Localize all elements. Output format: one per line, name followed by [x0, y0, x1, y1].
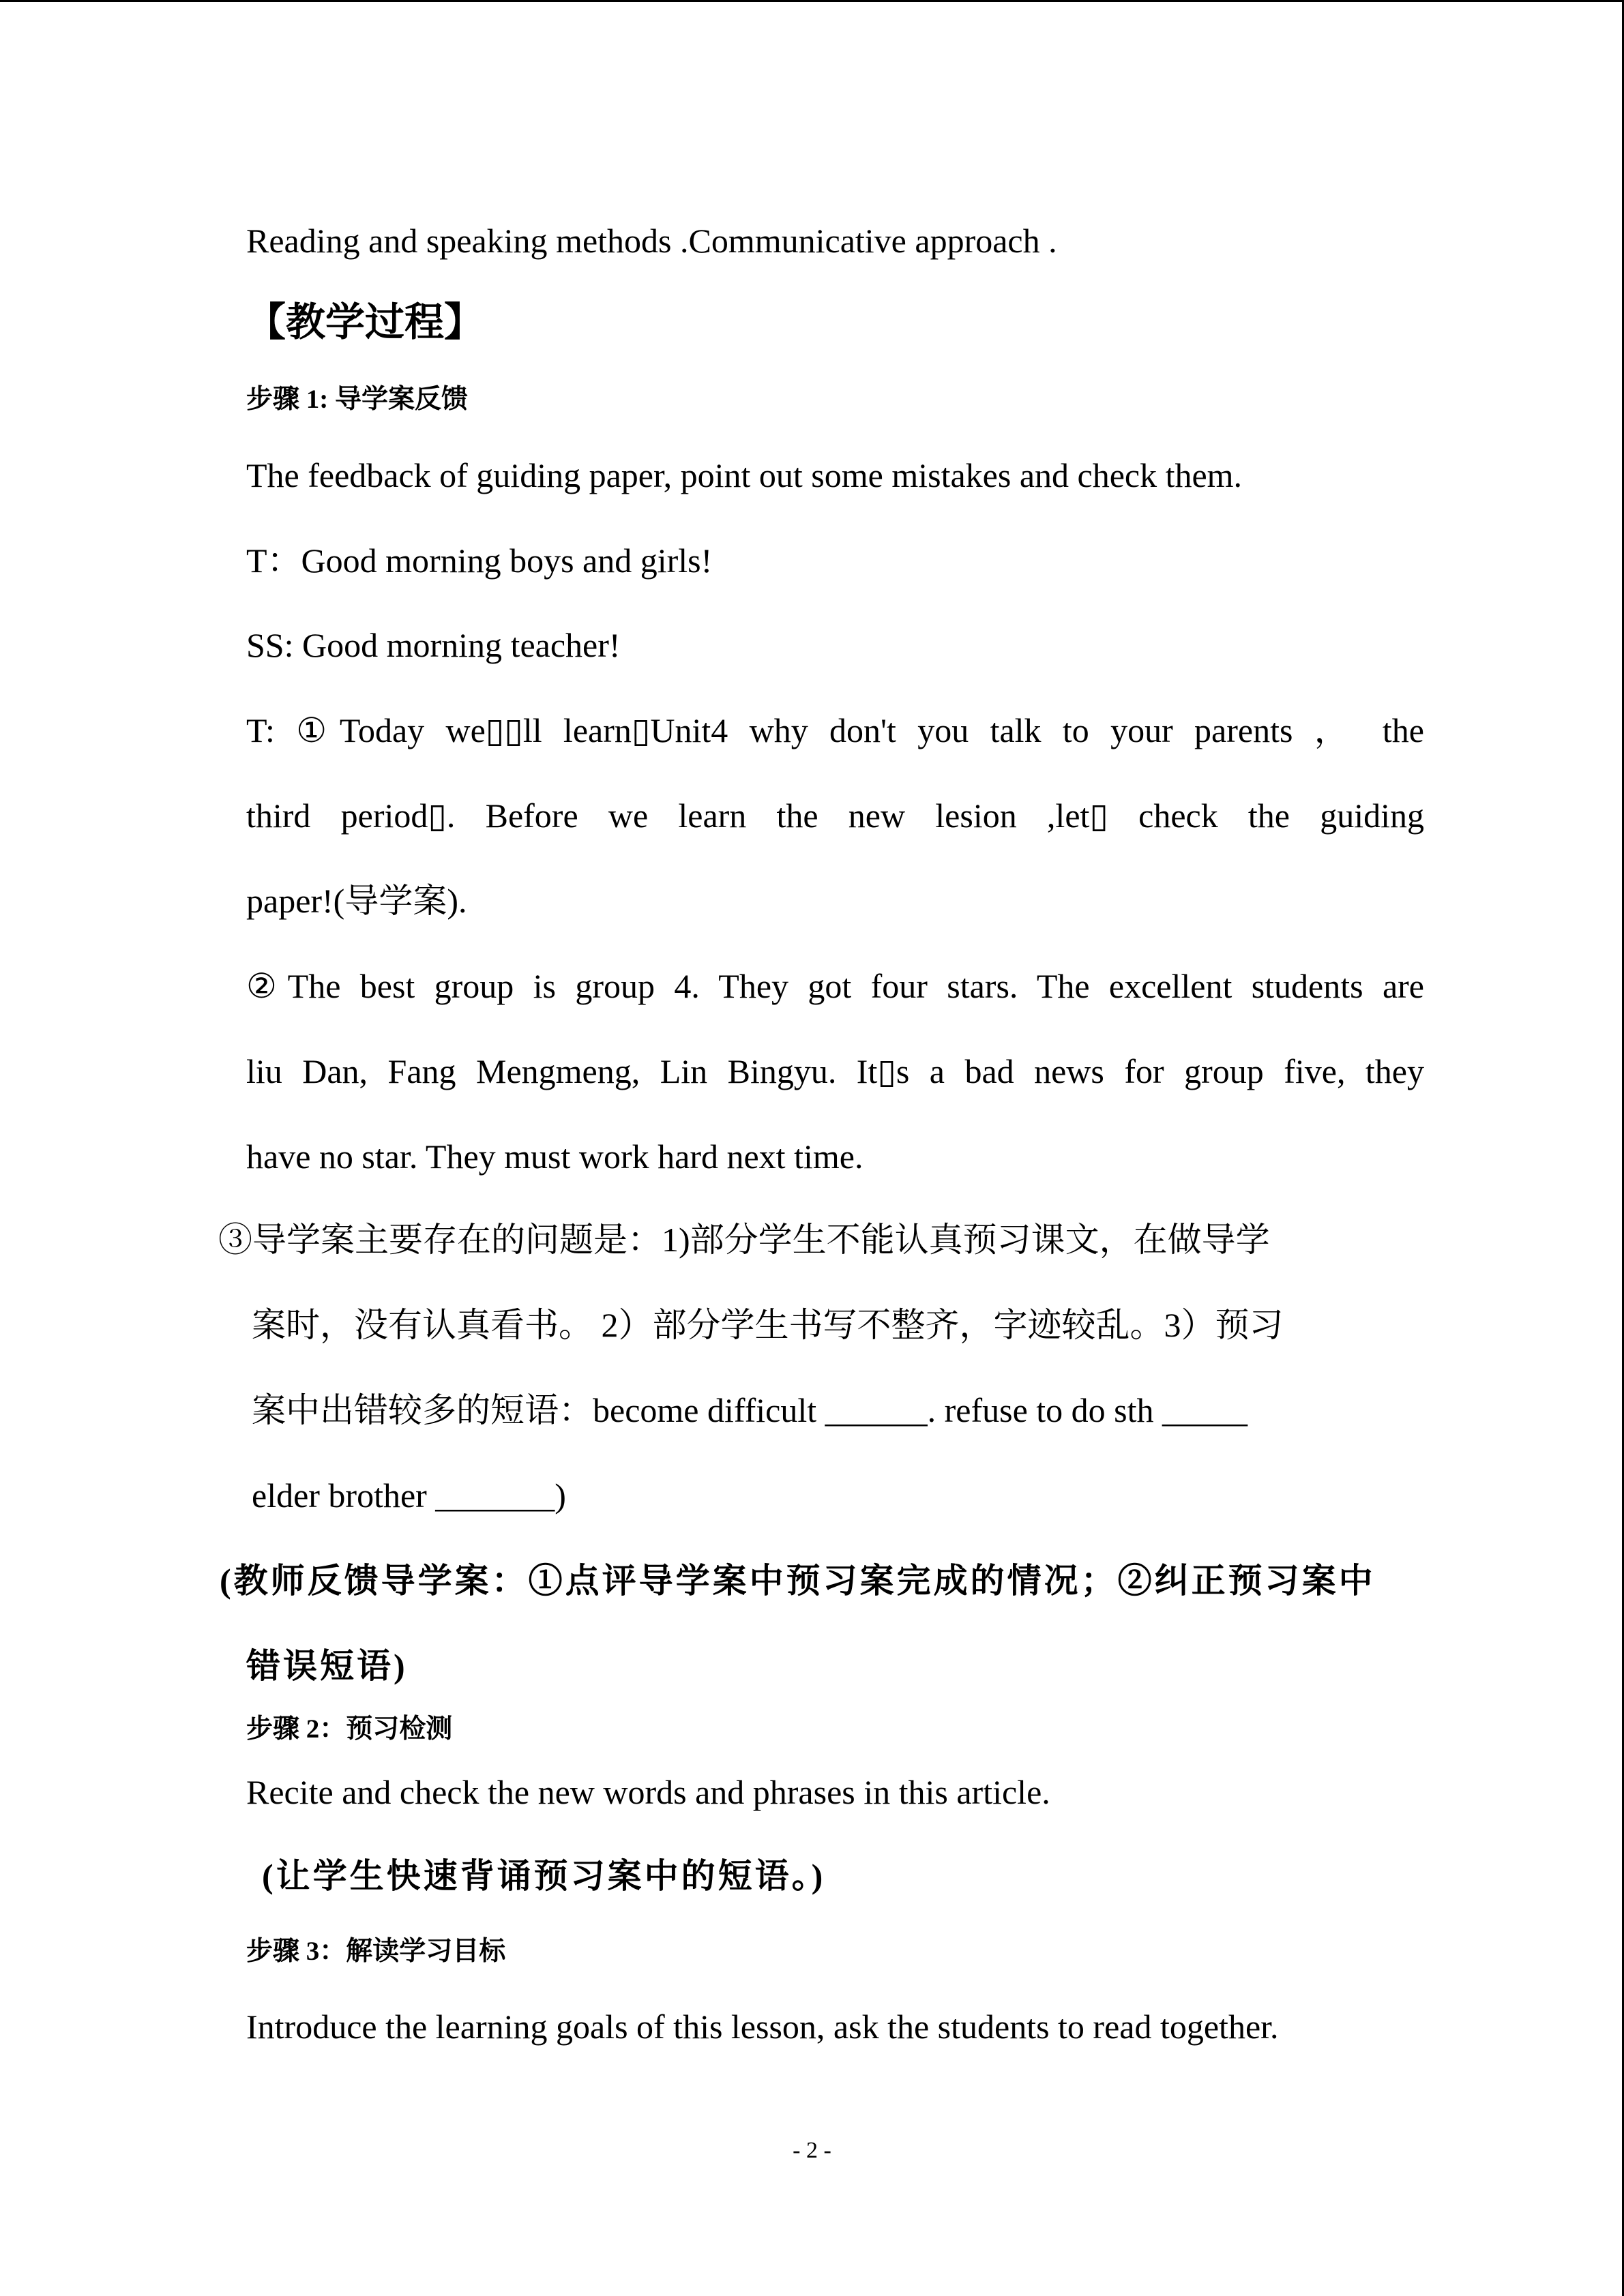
teacher-note-line-2: 错误短语) — [246, 1647, 408, 1685]
third-period-line: third period▯. Before we learn the new lesion ,let▯ check the guiding — [246, 796, 1424, 835]
problems-line-4: elder brother _______) — [252, 1476, 566, 1515]
step-3-heading: 步骤 3：解读学习目标 — [246, 1937, 506, 1966]
no-star-line: have no star. They must work hard next time. — [246, 1137, 863, 1176]
best-group-line: ②The best group is group 4. They got four stars. The excellent students are — [246, 967, 1424, 1005]
step-1-heading: 步骤 1: 导学案反馈 — [246, 385, 468, 414]
recite-note-line: (让学生快速背诵预习案中的短语。) — [262, 1857, 826, 1895]
teacher-note-line-1: (教师反馈导学案：①点评导学案中预习案完成的情况；②纠正预习案中 — [220, 1562, 1376, 1600]
problems-line-2: 案时，没有认真看书。 2）部分学生书写不整齐，字迹较乱。3）预习 — [252, 1306, 1284, 1344]
step-2-heading: 步骤 2：预习检测 — [246, 1714, 453, 1744]
teacher-today-line: T: ①Today we▯▯ll learn▯Unit4 why don't you talk to your parents ， the — [246, 711, 1424, 749]
guiding-paper-line: paper!(导学案). — [246, 882, 467, 920]
feedback-line: The feedback of guiding paper, point out some mistakes and check them. — [246, 456, 1243, 494]
problems-line-3: 案中出错较多的短语：become difficult ______. refuse to do sth _____ — [252, 1391, 1248, 1429]
problems-line-1: ③导学案主要存在的问题是：1)部分学生不能认真预习课文，在做导学 — [218, 1221, 1270, 1259]
teacher-greeting-line: T：Good morning boys and girls! — [246, 541, 713, 580]
process-heading: 【教学过程】 — [246, 300, 484, 344]
excellent-students-line: liu Dan, Fang Mengmeng, Lin Bingyu. It▯s a bad news for group five, they — [246, 1052, 1424, 1090]
introduce-line: Introduce the learning goals of this lesson, ask the students to read together. — [246, 2008, 1279, 2046]
recite-line: Recite and check the new words and phrases in this article. — [246, 1773, 1050, 1811]
page-number: - 2 - — [793, 2138, 831, 2163]
students-greeting-line: SS: Good morning teacher! — [246, 626, 621, 664]
methods-line: Reading and speaking methods .Communicative approach . — [246, 222, 1057, 260]
